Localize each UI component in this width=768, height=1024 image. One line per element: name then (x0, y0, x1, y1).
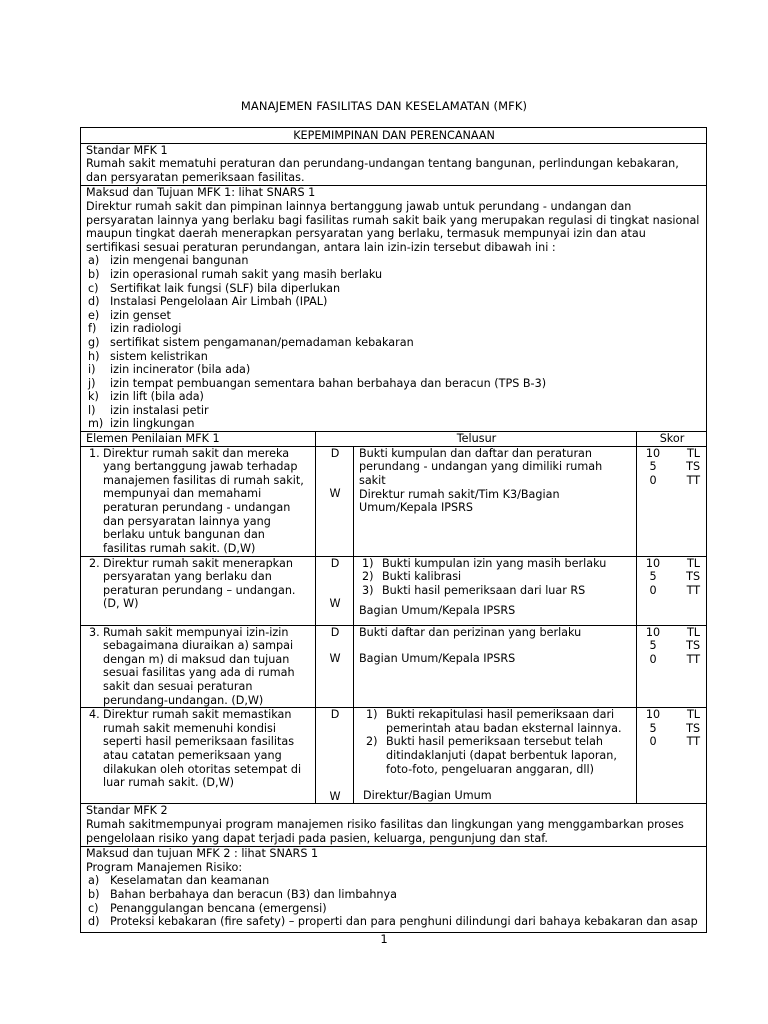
w-code: W (329, 652, 341, 666)
page-number: 1 (380, 932, 388, 946)
w-evidence: Bagian Umum/Kepala IPSRS (359, 604, 516, 618)
standar2-text: Rumah sakitmempunyai program manajemen risiko fasilitas dan lingkungan yang menggambarkan proses pengelolaan risiko yang dapat terjadi pada pasien, keluarga, pengunjung dan staf. (86, 818, 684, 845)
maksud2-row (81, 847, 707, 933)
list-item: g) sertifikat sistem pengamanan/pemadaman kebakaran (88, 335, 414, 349)
w-evidence: Bagian Umum/Kepala IPSRS (359, 652, 516, 666)
d-code: D (330, 556, 340, 570)
header-elemen: Elemen Penilaian MFK 1 (81, 432, 316, 447)
list-item: c) Sertifikat laik fungsi (SLF) bila diperlukan (88, 281, 341, 295)
standar1-text: Rumah sakit mematuhi peraturan dan perundang-undangan tentang bangunan, perlindungan kebakaran, dan persyaratan pemeriksaan fasilitas. (86, 157, 679, 184)
element-row-3: 3. Rumah sakit mempunyai izin-izin sebagaimana diuraikan a) sampai dengan m) di maksud dan tujuan sesuai fasilitas yang ada di rumah sakit dan sesuai peraturan perundang-undangan. (D,W) D W Bukti daftar dan perizinan yang berlaku Bagian Umum/Kepala IPSRS 10 TL 5 TS 0 TT (81, 625, 707, 708)
table-header-row (81, 432, 707, 447)
d-code: D (330, 625, 340, 639)
list-item: i) izin incinerator (bila ada) (88, 363, 251, 377)
list-item: m) izin lingkungan (88, 417, 195, 431)
permit-list (86, 254, 702, 431)
list-item: c) Penanggulangan bencana (emergensi) (88, 901, 327, 915)
standar2-row (81, 804, 707, 847)
page-title: MANAJEMEN FASILITAS DAN KESELAMATAN (MFK) (240, 99, 528, 113)
w-code: W (329, 597, 341, 611)
assessment-table (80, 127, 707, 933)
d-code: D (330, 446, 340, 460)
element-text: Direktur rumah sakit memastikan rumah sakit memenuhi kondisi seperti hasil pemeriksaan fasilitas atau catatan pemeriksaan yang dilakukan oleh otoritas setempat di luar rumah sakit. (D,W) (103, 708, 302, 790)
list-item: e) izin genset (88, 308, 171, 322)
header-telusur: Telusur (316, 432, 637, 447)
header-skor: Skor (637, 432, 707, 447)
maksud1-text: Direktur rumah sakit dan pimpinan lainnya bertanggung jawab untuk perundang - undangan dan persyaratan lainnya yang berlaku bagi fasilitas rumah sakit baik yang merupakan regulasi di tingkat nasional maupun tingkat daerah menerapkan persyaratan yang berlaku, termasuk mempunyai izin dan atau sertifikasi sesuai peraturan perundangan, antara lain izin-izin tersebut dibawah ini : (86, 199, 700, 254)
maksud1-row (81, 186, 707, 432)
w-evidence: Direktur/Bagian Umum (363, 789, 492, 803)
list-item: l) izin instalasi petir (88, 403, 209, 417)
d-evidence: Bukti kumpulan dan daftar dan peraturan perundang - undangan yang dimiliki rumah sakit (359, 446, 603, 487)
w-code: W (329, 789, 341, 803)
w-code: W (329, 487, 341, 501)
list-item: b) izin operasional rumah sakit yang masih berlaku (88, 267, 383, 281)
w-evidence: Direktur rumah sakit/Tim K3/Bagian Umum/Kepala IPSRS (359, 487, 560, 515)
list-item: f) izin radiologi (88, 322, 182, 336)
element-row-1: 1. Direktur rumah sakit dan mereka yang bertanggung jawab terhadap manajemen fasilitas di rumah sakit, mempunyai dan memahami peraturan perundang - undangan dan persyaratan lainnya yang berlaku untuk bangunan dan fasilitas rumah sakit. (D,W) D W Bukti kumpulan dan daftar dan peraturan perundang - undangan yang dimiliki rumah sakit Direktur rumah sakit/Tim K3/Bagian Umum/Kepala IPSRS 10 TL 5 TS 0 TT (81, 446, 707, 556)
standar1-row (81, 143, 707, 186)
list-item: d) Instalasi Pengelolaan Air Limbah (IPAL) (88, 295, 328, 309)
standar1-heading: Standar MFK 1 (86, 143, 168, 157)
element-row-4: 4. Direktur rumah sakit memastikan rumah sakit memenuhi kondisi seperti hasil pemeriksaan fasilitas atau catatan pemeriksaan yang dilakukan oleh otoritas setempat di luar rumah sakit. (D,W) D W 1) Bukti rekapitulasi hasil pemeriksaan dari pemerintah atau badan eksternal lainnya. 2) Bukti hasil pemeriksaan tersebut telah ditindaklanjuti (dapat berbentuk laporan, foto-foto, pengeluaran anggaran, dll) Direktur/Bagian Umum 10 TL 5 TS 0 TT (81, 708, 707, 804)
maksud2-heading: Maksud dan tujuan MFK 2 : lihat SNARS 1 (86, 847, 319, 861)
risk-program-list (86, 874, 702, 928)
section-header: KEPEMIMPINAN DAN PERENCANAAN (81, 128, 707, 144)
list-item: b) Bahan berbahaya dan beracun (B3) dan limbahnya (88, 887, 397, 901)
element-row-2: 2. Direktur rumah sakit menerapkan persyaratan yang berlaku dan peraturan perundang – undangan. (D, W) D W 1) Bukti kumpulan izin yang masih berlaku 2) Bukti kalibrasi 3) Bukti hasil pemeriksaan dari luar RS Bagian Umum/Kepala IPSRS 10 TL 5 TS 0 TT (81, 556, 707, 625)
list-item: a) izin mengenai bangunan (88, 254, 249, 268)
list-item: j) izin tempat pembuangan sementara bahan berbahaya dan beracun (TPS B-3) (88, 376, 547, 390)
d-evidence: Bukti daftar dan perizinan yang berlaku (359, 625, 582, 639)
list-item: k) izin lift (bila ada) (88, 390, 204, 404)
maksud1-heading: Maksud dan Tujuan MFK 1: lihat SNARS 1 (86, 186, 316, 200)
list-item: h) sistem kelistrikan (88, 349, 208, 363)
element-text: Direktur rumah sakit dan mereka yang bertanggung jawab terhadap manajemen fasilitas di rumah sakit, mempunyai dan memahami peraturan perundang - undangan dan persyaratan lainnya yang berlaku untuk bangunan dan fasilitas rumah sakit. (D,W) (103, 446, 304, 555)
section-header-row (81, 128, 707, 144)
maksud2-subheading: Program Manajemen Risiko: (86, 860, 243, 874)
list-item: a) Keselamatan dan keamanan (88, 874, 270, 888)
list-item: d) Proteksi kebakaran (fire safety) – properti dan para penghuni dilindungi dari bahaya kebakaran dan asap (88, 915, 698, 929)
standar2-heading: Standar MFK 2 (86, 804, 168, 818)
d-code: D (330, 708, 340, 722)
element-text: Direktur rumah sakit menerapkan persyaratan yang berlaku dan peraturan perundang – undangan. (D, W) (103, 556, 296, 611)
element-text: Rumah sakit mempunyai izin-izin sebagaimana diuraikan a) sampai dengan m) di maksud dan tujuan sesuai fasilitas yang ada di rumah sakit dan sesuai peraturan perundang-undangan. (D,W) (103, 625, 295, 707)
